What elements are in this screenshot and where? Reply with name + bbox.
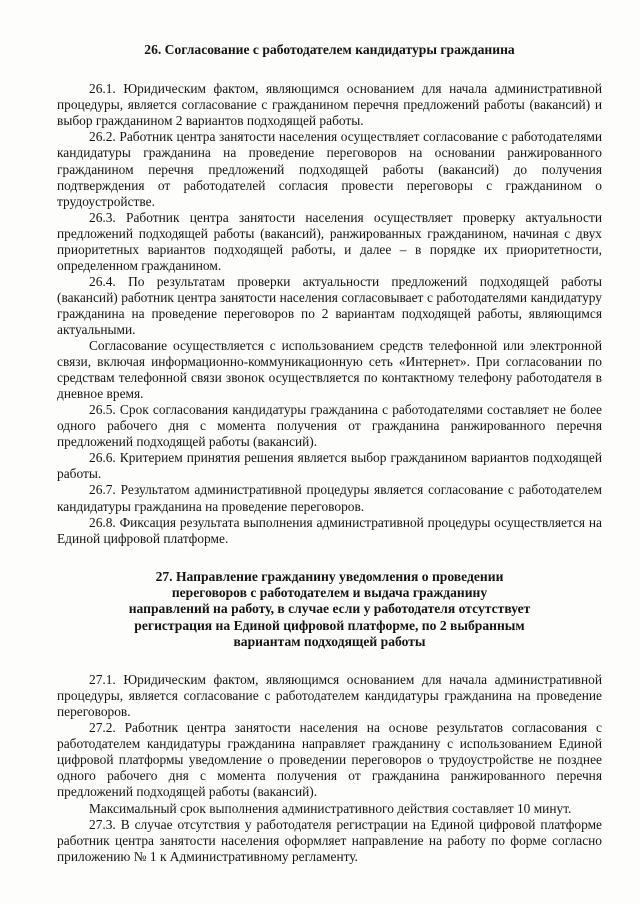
paragraph-26-1: 26.1. Юридическим фактом, являющимся основанием для начала административной процедуры, является согласование с гражданином перечня предложений работы (вакансий) и выбор гражданином 2 вариантов подходящей работы.	[57, 81, 602, 129]
section-27-body	[57, 672, 602, 865]
paragraph-26-2: 26.2. Работник центра занятости населения осуществляет согласование с работодателями кандидатуры гражданина на проведение переговоров на основании ранжированного гражданином перечня предложений подходящей работы (вакансий) до получения подтверждения от работодателей согласия провести переговоры с гражданином о трудоустройстве.	[57, 129, 602, 209]
document-content	[57, 42, 602, 865]
section-27-title-line: 27. Направление гражданину уведомления о проведении	[155, 568, 504, 584]
section-26-title: 26. Согласование с работодателем кандидатуры гражданина	[144, 42, 515, 57]
paragraph-26-5: 26.5. Срок согласования кандидатуры гражданина с работодателями составляет не более одного рабочего дня с момента получения от гражданина ранжированного перечня предложений подходящей работы (вакансий).	[57, 402, 602, 450]
paragraph-27-2-time-limit: Максимальный срок выполнения административного действия составляет 10 минут.	[89, 800, 572, 816]
paragraph-26-3: 26.3. Работник центра занятости населения осуществляет проверку актуальности предложений подходящей работы (вакансий), ранжированных гражданином, начиная с двух приоритетных вариантов подходящей работы, и далее – в порядке их приоритетности, определенном гражданином.	[57, 209, 602, 273]
section-27-title-line: регистрация на Единой цифровой платформе, по 2 выбранным	[134, 617, 525, 633]
section-27-title-line: направлений на работу, в случае если у работодателя отсутствует	[128, 601, 531, 617]
paragraph-26-8: 26.8. Фиксация результата выполнения административной процедуры осуществляется на Единой цифровой платформе.	[57, 514, 602, 546]
section-27-heading	[57, 569, 602, 650]
section-27-title-line: вариантам подходящей работы	[233, 633, 426, 649]
paragraph-26-4: 26.4. По результатам проверки актуальности предложений подходящей работы (вакансий) работник центра занятости населения согласовывает с работодателями кандидатуру гражданина на проведение переговоров по 2 вариантам подходящей работы, являющимся актуальными.	[57, 273, 602, 337]
paragraph-27-2: 27.2. Работник центра занятости населения на основе результатов согласования с работодателем кандидатуры гражданина направляет гражданину с использованием Единой цифровой платформы уведомление о проведении переговоров о трудоустройстве не позднее одного рабочего дня с момента получения от гражданина ранжированного перечня предложений подходящей работы (вакансий).	[57, 720, 602, 800]
section-26-body	[57, 81, 602, 546]
paragraph-27-3: 27.3. В случае отсутствия у работодателя регистрации на Единой цифровой платформе работник центра занятости населения оформляет направление на работу по форме согласно приложению № 1 к Административному регламенту.	[57, 816, 602, 864]
section-26-heading	[57, 42, 602, 58]
paragraph-26-4-coordination: Согласование осуществляется с использованием средств телефонной или электронной связи, включая информационно-коммуникационную сеть «Интернет». При согласовании по средствам телефонной связи звонок осуществляется по контактному телефону работодателя в дневное время.	[57, 338, 602, 402]
paragraph-26-7: 26.7. Результатом административной процедуры является согласование с работодателем кандидатуры гражданина на проведение переговоров.	[57, 482, 602, 514]
paragraph-27-1: 27.1. Юридическим фактом, являющимся основанием для начала административной процедуры, является согласование с работодателем кандидатуры гражданина на проведение переговоров.	[57, 672, 602, 720]
section-27-title-line: переговоров с работодателем и выдача гражданину	[171, 584, 488, 600]
paragraph-26-6: 26.6. Критерием принятия решения является выбор гражданином вариантов подходящей работы.	[57, 450, 602, 482]
